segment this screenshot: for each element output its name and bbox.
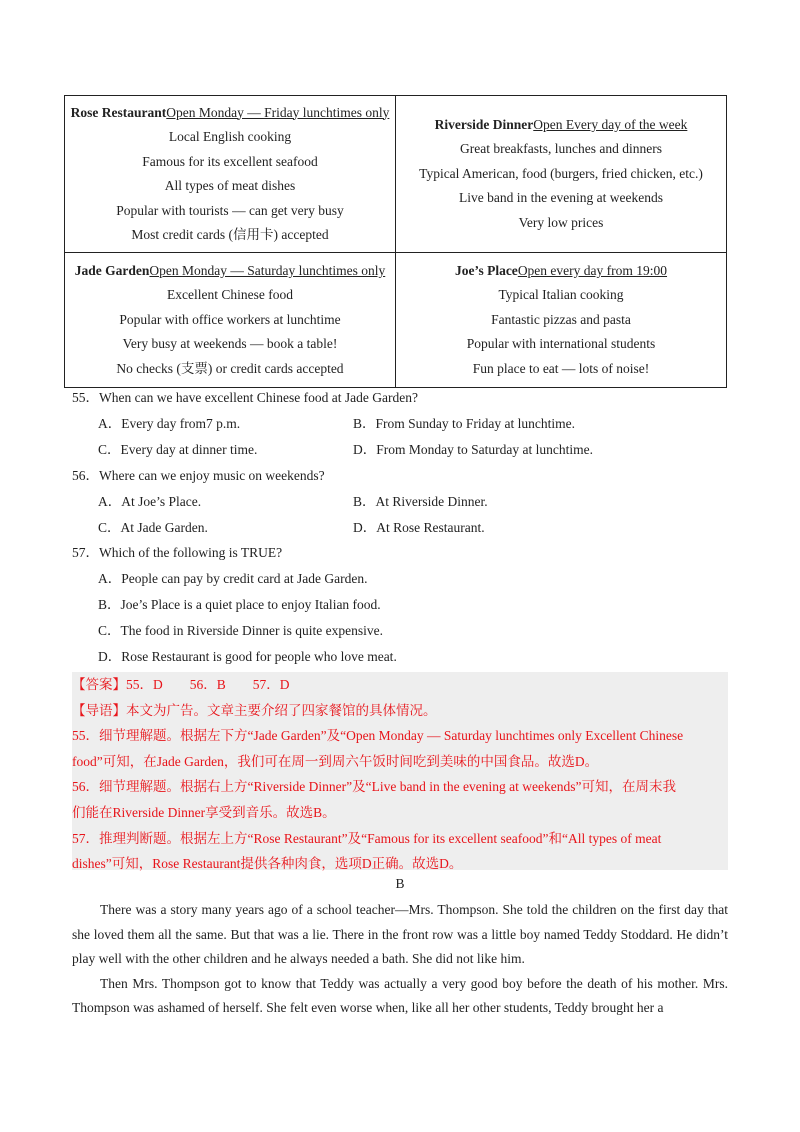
- option-b: B．Joe’s Place is a quiet place to enjoy Italian food.: [98, 597, 381, 612]
- explanation-57-line1: 57．推理判断题。根据左上方“Rose Restaurant”及“Famous for its excellent seafood”和“All types of meat: [72, 830, 662, 846]
- reading-passage: [72, 898, 728, 1021]
- restaurant-feature: Live band in the evening at weekends: [459, 190, 663, 206]
- restaurant-hours: Open Every day of the week: [533, 116, 688, 132]
- question-57: [72, 540, 728, 670]
- restaurant-cell-riverside: [396, 96, 727, 253]
- option-row: [72, 489, 728, 515]
- restaurant-name: Jade Garden: [74, 262, 150, 278]
- option-d: D．Rose Restaurant is good for people who love meat.: [98, 649, 397, 664]
- restaurant-feature: Famous for its excellent seafood: [142, 153, 318, 169]
- question-stem: 57．Which of the following is TRUE?: [72, 545, 283, 560]
- option-a: A．At Joe’s Place.: [98, 494, 202, 509]
- restaurant-feature: Popular with tourists — can get very busy: [116, 202, 344, 218]
- question-55: [72, 385, 728, 463]
- restaurant-feature: Popular with office workers at lunchtime: [119, 311, 341, 327]
- option-c: C．Every day at dinner time.: [98, 442, 258, 457]
- restaurant-name: Rose Restaurant: [70, 104, 167, 120]
- option-a: A．People can pay by credit card at Jade Garden.: [98, 571, 368, 586]
- restaurant-feature: Excellent Chinese food: [167, 287, 293, 303]
- passage-paragraph: Then Mrs. Thompson got to know that Teddy was actually a very good boy before the death of his mother. Mrs. Thompson was ashamed of herself. She felt even worse when, like all her other students, Teddy brought her a: [72, 975, 728, 1015]
- restaurant-feature: All types of meat dishes: [164, 178, 296, 193]
- restaurant-feature: Great breakfasts, lunches and dinners: [459, 141, 663, 157]
- question-56: [72, 463, 728, 541]
- restaurant-feature: Fantastic pizzas and pasta: [491, 311, 631, 327]
- option-row: [72, 515, 728, 541]
- restaurant-feature: Local English cooking: [168, 129, 292, 144]
- restaurant-table: [64, 95, 727, 388]
- restaurant-name: Joe’s Place: [454, 262, 518, 278]
- restaurant-hours: Open Monday — Friday lunchtimes only: [166, 104, 390, 120]
- explanation-56-line2: 们能在Riverside Dinner享受到音乐。故选B。: [72, 804, 336, 820]
- option-d: D．From Monday to Saturday at lunchtime.: [353, 442, 593, 457]
- option-b: B．At Riverside Dinner.: [353, 494, 488, 509]
- restaurant-cell-joes: [396, 253, 727, 388]
- restaurant-header: [65, 101, 395, 126]
- restaurant-hours: Open every day from 19:00: [517, 262, 668, 278]
- option-c: C．At Jade Garden.: [98, 520, 208, 535]
- restaurant-hours: Open Monday — Saturday lunchtimes only: [149, 262, 386, 278]
- restaurant-feature: Typical Italian cooking: [498, 287, 624, 303]
- answer-key: 【答案】55．D 56．B 57．D: [72, 677, 290, 692]
- explanation-57-line2: dishes”可知，Rose Restaurant提供各种肉食，选项D正确。故选D。: [72, 856, 463, 872]
- restaurant-header: [65, 259, 395, 284]
- option-b: B．From Sunday to Friday at lunchtime.: [353, 416, 575, 431]
- explanation-55-line2: food”可知，在Jade Garden，我们可在周一到周六午饭时间吃到美味的中国食品。故选D。: [72, 753, 599, 769]
- restaurant-cell-jade: [65, 253, 396, 388]
- restaurant-feature: Most credit cards (信用卡) accepted: [131, 227, 329, 242]
- restaurant-name: Riverside Dinner: [434, 116, 534, 132]
- question-stem: 55．When can we have excellent Chinese food at Jade Garden?: [72, 390, 418, 405]
- section-label: B: [395, 876, 405, 891]
- question-stem: 56．Where can we enjoy music on weekends?: [72, 468, 325, 483]
- restaurant-feature: Popular with international students: [466, 336, 656, 352]
- option-c: C．The food in Riverside Dinner is quite expensive.: [98, 623, 383, 638]
- option-row: [72, 411, 728, 437]
- restaurant-feature: Very low prices: [518, 214, 604, 230]
- answer-guide: 【导语】本文为广告。文章主要介绍了四家餐馆的具体情况。: [72, 702, 437, 718]
- option-a: A．Every day from7 p.m.: [98, 416, 241, 431]
- option-row: [72, 437, 728, 463]
- restaurant-feature: Typical American, food (burgers, fried chicken, etc.): [419, 165, 703, 181]
- restaurant-feature: Fun place to eat — lots of noise!: [472, 360, 650, 376]
- restaurant-header: [396, 259, 726, 284]
- explanation-56-line1: 56．细节理解题。根据右上方“Riverside Dinner”及“Live band in the evening at weekends”可知，在周末我: [72, 779, 676, 795]
- restaurant-feature: No checks (支票) or credit cards accepted: [116, 360, 344, 376]
- passage-paragraph: There was a story many years ago of a school teacher—Mrs. Thompson. She told the children on the first day that she loved them all the same. But that was a lie. There in the front row was a little boy named Teddy Stoddard. He didn’t play well with the other children and he always needed a bath. She did not like him.: [72, 902, 728, 966]
- restaurant-feature: Very busy at weekends — book a table!: [122, 336, 338, 352]
- explanation-55-line1: 55．细节理解题。根据左下方“Jade Garden”及“Open Monday — Saturday lunchtimes only Excellent Chinese: [72, 728, 684, 744]
- restaurant-header: [396, 113, 726, 138]
- answer-explanation: [72, 672, 728, 870]
- option-d: D．At Rose Restaurant.: [353, 520, 485, 535]
- restaurant-cell-rose: [65, 96, 396, 253]
